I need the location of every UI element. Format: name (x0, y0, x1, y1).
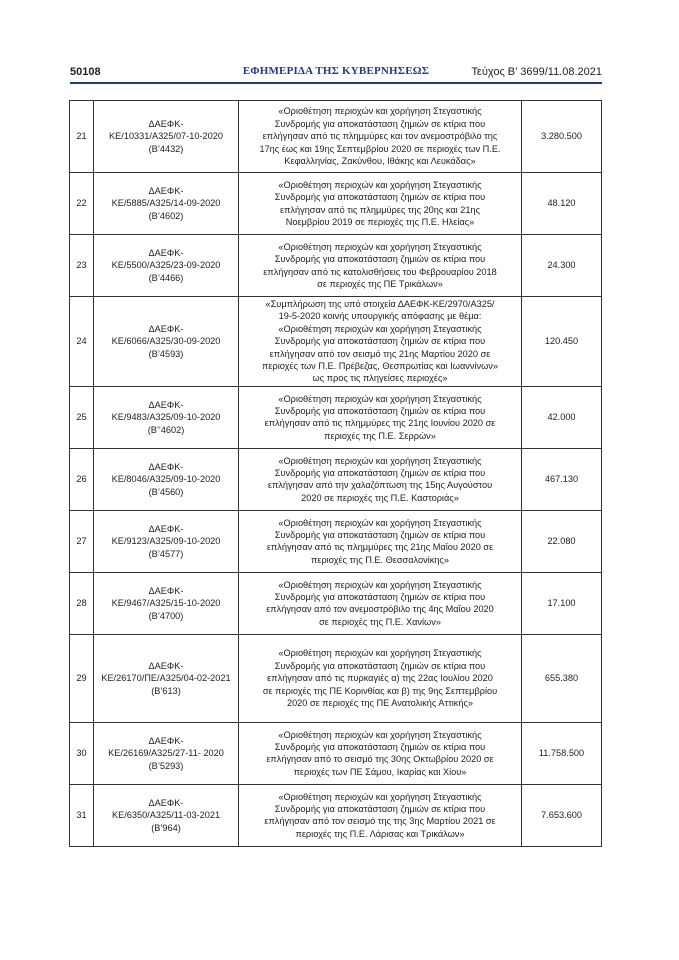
row-number: 25 (70, 386, 94, 448)
description-line: Συνδρομής για αποκατάσταση ζημιών σε κτίρια που (274, 336, 486, 347)
decision-reference (94, 101, 239, 173)
description-line: επλήγησαν από το σεισμό της 30ης Οκτωβρίου 2020 σε (266, 754, 494, 765)
amount: 42.000 (522, 386, 602, 448)
description-line: σε περιοχές της Π.Ε. Χανίων» (319, 616, 441, 627)
decision-description (239, 173, 522, 235)
description-line: επλήγησαν από τις πλημμύρες και τον ανεμοστρόβιλο της (262, 131, 498, 142)
description-line: «Οριοθέτηση περιοχών και χορήγηση Στεγαστικής (278, 241, 482, 252)
description-line: περιοχές των ΠΕ Σάμου, Ικαρίας και Χίου» (293, 766, 467, 777)
description-line: 2020 σε περιοχές της Π.Ε. Καστοριάς» (301, 492, 459, 503)
gazette-title: ΕΦΗΜΕΡΙΔΑ ΤΗΣ ΚΥΒΕΡΝΗΣΕΩΣ (242, 65, 430, 77)
decisions-table-body (70, 101, 602, 847)
issue-reference: Τεύχος Β’ 3699/11.08.2021 (471, 66, 602, 78)
reference-line: ΚΕ/8046/Α325/09-10-2020 (111, 474, 221, 485)
description-line: Νοεμβρίου 2019 σε περιοχές της Π.Ε. Ηλείας» (285, 216, 475, 227)
description-line: Συνδρομής για αποκατάσταση ζημιών σε κτίρια που (274, 529, 486, 540)
reference-line: ΔΑΕΦΚ- (148, 118, 184, 129)
table-row (70, 510, 602, 572)
reference-line: ΔΑΕΦΚ- (148, 523, 184, 534)
amount: 655.380 (522, 634, 602, 722)
reference-line: (Β’5293) (148, 760, 184, 771)
description-line: επλήγησαν από τις κατολισθήσεις του Φεβρουαρίου 2018 (263, 266, 497, 277)
decision-description (239, 634, 522, 722)
description-line: Συνδρομής για αποκατάσταση ζημιών σε κτίρια που (274, 254, 486, 265)
reference-line: ΔΑΕΦΚ- (148, 660, 184, 671)
description-line: επλήγησαν από την χαλαζόπτωση της 15ης Αυγούστου (267, 480, 493, 491)
description-line: περιοχές των Π.Ε. Πρέβεζας, Θεσπρωτίας και Ιωαννίνων» (262, 361, 498, 372)
description-line: σε περιοχές της ΠΕ Τρικάλων» (317, 278, 443, 289)
amount: 120.450 (522, 297, 602, 387)
description-line: «Οριοθέτηση περιοχών και χορήγηση Στεγαστικής (278, 791, 482, 802)
description-line: «Οριοθέτηση περιοχών και χορήγηση Στεγαστικής (278, 393, 482, 404)
decision-reference (94, 722, 239, 784)
description-line: Συνδρομής για αποκατάσταση ζημιών σε κτίρια που (274, 660, 486, 671)
amount: 24.300 (522, 235, 602, 297)
reference-line: ΔΑΕΦΚ- (148, 461, 184, 472)
description-line: επλήγησαν από τον σεισμό της της 3ης Μαρτίου 2021 σε (264, 816, 496, 827)
decision-description (239, 448, 522, 510)
description-line: «Οριοθέτηση περιοχών και χορήγηση Στεγαστικής (278, 106, 482, 117)
decision-description (239, 386, 522, 448)
table-row (70, 173, 602, 235)
table-row (70, 572, 602, 634)
reference-line: ΚΕ/5500/Α325/23-09-2020 (111, 260, 221, 271)
description-line: 19-5-2020 κοινής υπουργικής απόφασης με θέμα: (278, 311, 482, 322)
decision-description (239, 722, 522, 784)
description-line: Κεφαλληνίας, Ζακύνθου, Ιθάκης και Λευκάδας» (284, 156, 476, 167)
reference-line: (Β’4700) (148, 610, 184, 621)
decision-reference (94, 235, 239, 297)
description-line: επλήγησαν από τις πυρκαγιές α) της 22ας Ιουλίου 2020 (267, 673, 493, 684)
reference-line: (Β’4577) (148, 548, 184, 559)
table-row (70, 235, 602, 297)
description-line: «Οριοθέτηση περιοχών και χορήγηση Στεγαστικής (278, 323, 482, 334)
reference-line: ΔΑΕΦΚ- (148, 797, 184, 808)
table-row (70, 297, 602, 387)
amount: 22.080 (522, 510, 602, 572)
description-line: περιοχές της Π.Ε. Θεσσαλονίκης» (311, 554, 449, 565)
decision-reference (94, 173, 239, 235)
description-line: επλήγησαν από τις πλημμύρες της 21ης Μαΐου 2020 σε (266, 542, 494, 553)
row-number: 27 (70, 510, 94, 572)
description-line: 17ης έως και 19ης Σεπτεμβρίου 2020 σε περιοχές των Π.Ε. (259, 143, 501, 154)
page-number: 50108 (70, 66, 101, 78)
description-line: «Οριοθέτηση περιοχών και χορήγηση Στεγαστικής (278, 517, 482, 528)
decision-reference (94, 297, 239, 387)
description-line: «Συμπλήρωση της υπό στοιχεία ΔΑΕΦΚ-ΚΕ/2970/Α325/ (265, 299, 495, 309)
description-line: 2020 σε περιοχές της ΠΕ Ανατολικής Αττικής» (286, 697, 474, 708)
row-number: 30 (70, 722, 94, 784)
amount: 48.120 (522, 173, 602, 235)
table-row (70, 784, 602, 846)
reference-line: (Β’613) (151, 685, 181, 696)
reference-line: ΚΕ/6350/Α325/11-03-2021 (111, 810, 221, 821)
row-number: 28 (70, 572, 94, 634)
reference-line: ΚΕ/26169/Α325/27-11- 2020 (108, 748, 224, 759)
reference-line: ΚΕ/9123/Α325/09-10-2020 (111, 536, 221, 547)
description-line: «Οριοθέτηση περιοχών και χορήγηση Στεγαστικής (278, 729, 482, 740)
reference-line: ΚΕ/9483/Α325/09-10-2020 (111, 412, 221, 423)
reference-line: ΚΕ/10331/Α325/07-10-2020 (109, 131, 223, 142)
decision-reference (94, 784, 239, 846)
table-row (70, 448, 602, 510)
reference-line: ΔΑΕΦΚ- (148, 185, 184, 196)
description-line: Συνδρομής για αποκατάσταση ζημιών σε κτίρια που (274, 591, 486, 602)
decision-reference (94, 510, 239, 572)
decision-description (239, 510, 522, 572)
reference-line: (Β’4560) (148, 486, 184, 497)
reference-line: (Β’4593) (148, 348, 184, 359)
description-line: περιοχές της Π.Ε. Σερρών» (324, 430, 436, 441)
description-line: περιοχές της Π.Ε. Λάρισας και Τρικάλων» (295, 828, 465, 839)
description-line: Συνδρομής για αποκατάσταση ζημιών σε κτίρια που (274, 192, 486, 203)
reference-line: (Β’964) (151, 822, 181, 833)
reference-line: ΚΕ/26170/ΠΕ/Α325/04-02-2021 (101, 673, 231, 684)
reference-line: ΔΑΕΦΚ- (148, 399, 184, 410)
description-line: «Οριοθέτηση περιοχών και χορήγηση Στεγαστικής (278, 579, 482, 590)
page-header (70, 62, 602, 82)
description-line: επλήγησαν από τις πλημμύρες της 20ης και 21ης (279, 204, 481, 215)
description-line: επλήγησαν από τον σεισμό της 21ης Μαρτίου 2020 σε (269, 348, 491, 359)
description-line: «Οριοθέτηση περιοχών και χορήγηση Στεγαστικής (278, 455, 482, 466)
amount: 11.758.500 (522, 722, 602, 784)
reference-line: ΔΑΕΦΚ- (148, 247, 184, 258)
row-number: 24 (70, 297, 94, 387)
reference-line: ΔΑΕΦΚ- (148, 323, 184, 334)
decisions-table (69, 100, 602, 847)
decision-description (239, 572, 522, 634)
amount: 3.280.500 (522, 101, 602, 173)
decision-description (239, 235, 522, 297)
description-line: σε περιοχές της ΠΕ Κορινθίας και β) της 9ης Σεπτεμβρίου (262, 685, 498, 696)
reference-line: ΚΕ/9467/Α325/15-10-2020 (111, 598, 221, 609)
reference-line: ΔΑΕΦΚ- (148, 735, 184, 746)
decision-reference (94, 448, 239, 510)
description-line: «Οριοθέτηση περιοχών και χορήγηση Στεγαστικής (278, 179, 482, 190)
description-line: ως προς τις πληγείσες περιοχές» (312, 373, 448, 384)
row-number: 29 (70, 634, 94, 722)
reference-line: ΔΑΕΦΚ- (148, 585, 184, 596)
reference-line: (Β’4602) (148, 210, 184, 221)
reference-line: ΚΕ/5885/Α325/14-09-2020 (111, 198, 221, 209)
description-line: «Οριοθέτηση περιοχών και χορήγηση Στεγαστικής (278, 648, 482, 659)
table-row (70, 101, 602, 173)
row-number: 31 (70, 784, 94, 846)
row-number: 21 (70, 101, 94, 173)
row-number: 22 (70, 173, 94, 235)
amount: 17.100 (522, 572, 602, 634)
description-line: Συνδρομής για αποκατάσταση ζημιών σε κτίρια που (274, 118, 486, 129)
decision-description (239, 297, 522, 387)
description-line: Συνδρομής για αποκατάσταση ζημιών σε κτίρια που (274, 405, 486, 416)
description-line: επλήγησαν από τις πλημμύρες της 21ης Ιουνίου 2020 σε (264, 418, 496, 429)
amount: 7.653.600 (522, 784, 602, 846)
row-number: 23 (70, 235, 94, 297)
header-rule (70, 82, 602, 84)
table-row (70, 722, 602, 784)
table-row (70, 386, 602, 448)
decision-description (239, 101, 522, 173)
amount: 467.130 (522, 448, 602, 510)
decision-reference (94, 572, 239, 634)
reference-line: (Β’’4602) (147, 424, 185, 435)
row-number: 26 (70, 448, 94, 510)
description-line: επλήγησαν από τον ανεμοστρόβιλο της 4ης Μαΐου 2020 (266, 604, 494, 615)
description-line: Συνδρομής για αποκατάσταση ζημιών σε κτίρια που (274, 741, 486, 752)
decision-description (239, 784, 522, 846)
reference-line: (Β’4466) (148, 272, 184, 283)
reference-line: ΚΕ/6066/Α325/30-09-2020 (111, 336, 221, 347)
description-line: Συνδρομής για αποκατάσταση ζημιών σε κτίρια που (274, 803, 486, 814)
description-line: Συνδρομής για αποκατάσταση ζημιών σε κτίρια που (274, 467, 486, 478)
reference-line: (Β’4432) (148, 143, 184, 154)
decision-reference (94, 386, 239, 448)
decision-reference (94, 634, 239, 722)
table-row (70, 634, 602, 722)
